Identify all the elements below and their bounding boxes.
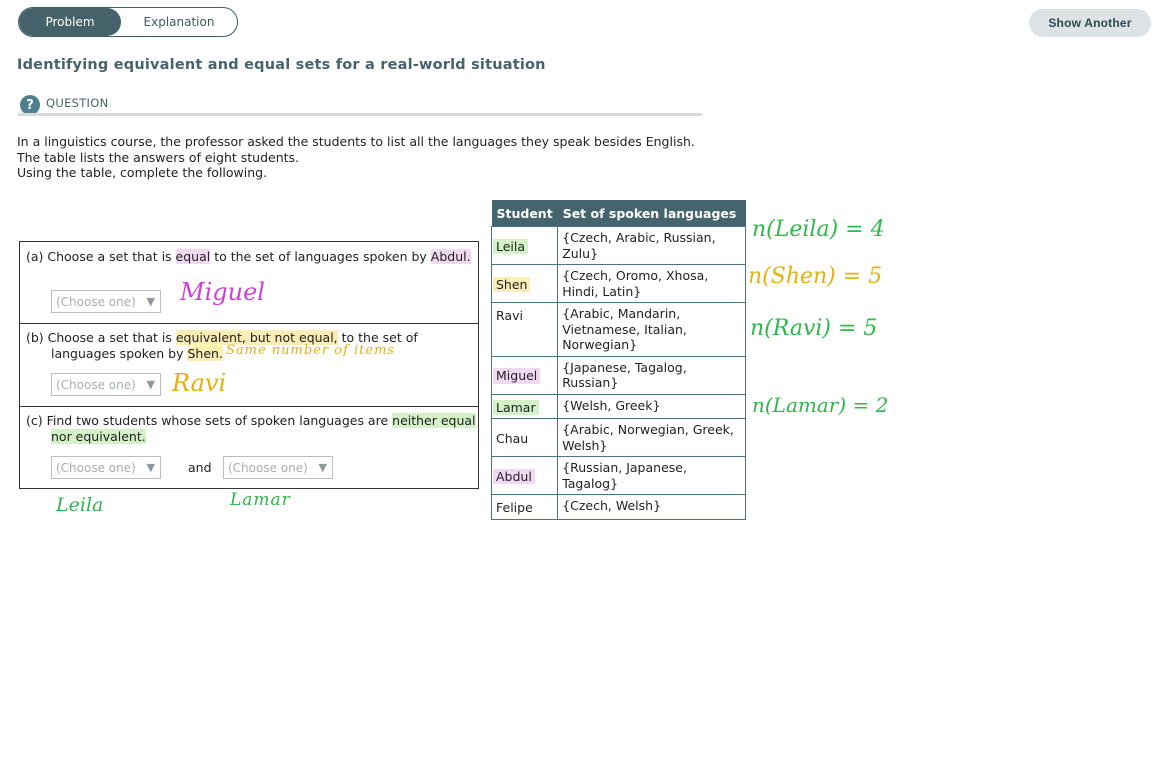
handwritten-ravi: Ravi <box>172 369 227 397</box>
part-b-text: (b) Choose a set that is equivalent, but not equal, to the set of languages spoken by Shen. <box>26 330 418 361</box>
handwritten-n-ravi: n(Ravi) = 5 <box>750 316 878 341</box>
table-row: Felipe {Czech, Welsh} <box>492 495 746 520</box>
handwritten-lamar: Lamar <box>230 490 291 510</box>
question-intro <box>17 134 695 181</box>
table-row: Ravi {Arabic, Mandarin, Vietnamese, Italian, Norwegian} <box>492 303 746 357</box>
part-c-dropdown-1[interactable]: (Choose one) ▼ <box>51 456 161 479</box>
page-title: Identifying equivalent and equal sets for a real-world situation <box>17 57 546 73</box>
part-a-text: (a) Choose a set that is equal to the set of languages spoken by Abdul. <box>26 249 471 264</box>
and-label: and <box>188 460 212 475</box>
problem-explanation-toggle <box>18 7 238 37</box>
tab-problem[interactable]: Problem <box>19 8 121 36</box>
chevron-down-icon: ▼ <box>146 295 155 308</box>
table-row: Leila {Czech, Arabic, Russian, Zulu} <box>492 227 746 265</box>
part-divider <box>19 323 479 324</box>
student-name: Felipe <box>496 500 533 515</box>
part-a-dropdown[interactable]: (Choose one) ▼ <box>51 290 161 313</box>
column-header-languages: Set of spoken languages <box>558 200 746 227</box>
table-row: Shen {Czech, Oromo, Xhosa, Hindi, Latin} <box>492 265 746 303</box>
table-header-row <box>492 200 746 227</box>
part-divider <box>19 406 479 407</box>
student-name: Chau <box>496 430 529 446</box>
intro-line: Using the table, complete the following. <box>17 165 268 180</box>
chevron-down-icon: ▼ <box>146 461 155 474</box>
question-divider <box>18 113 702 116</box>
handwritten-n-leila: n(Leila) = 4 <box>752 217 885 242</box>
handwritten-n-shen: n(Shen) = 5 <box>748 264 883 289</box>
table-row: Abdul {Russian, Japanese, Tagalog} <box>492 457 746 495</box>
part-c-text: (c) Find two students whose sets of spoken languages are neither equal nor equivalent. <box>26 413 476 444</box>
table-row: Chau {Arabic, Norwegian, Greek, Welsh} <box>492 419 746 457</box>
intro-line: In a linguistics course, the professor asked the students to list all the languages they speak besides English. <box>17 134 695 149</box>
student-name: Shen <box>493 277 530 293</box>
handwritten-leila: Leila <box>56 494 104 516</box>
chevron-down-icon: ▼ <box>146 378 155 391</box>
part-c-dropdown-2[interactable]: (Choose one) ▼ <box>223 456 333 479</box>
table-row: Lamar {Welsh, Greek} <box>492 394 746 419</box>
student-name: Ravi <box>496 308 523 323</box>
chevron-down-icon: ▼ <box>318 461 327 474</box>
student-name: Lamar <box>493 400 539 416</box>
student-name: Miguel <box>493 368 540 384</box>
handwritten-miguel: Miguel <box>180 278 265 306</box>
intro-line: The table lists the answers of eight students. <box>17 149 300 165</box>
student-name: Abdul <box>493 469 535 485</box>
question-label: QUESTION <box>46 96 109 110</box>
table-row: Miguel {Japanese, Tagalog, Russian} <box>492 356 746 394</box>
part-b-dropdown[interactable]: (Choose one) ▼ <box>51 373 161 396</box>
question-mark-icon: ? <box>20 95 40 115</box>
handwritten-n-lamar: n(Lamar) = 2 <box>752 393 889 417</box>
handwritten-same-items: Same number of items <box>226 343 396 358</box>
student-name: Leila <box>493 239 528 255</box>
column-header-student: Student <box>492 200 558 227</box>
languages-table <box>491 200 746 520</box>
tab-explanation[interactable]: Explanation <box>143 15 215 29</box>
show-another-button[interactable]: Show Another <box>1029 9 1151 37</box>
